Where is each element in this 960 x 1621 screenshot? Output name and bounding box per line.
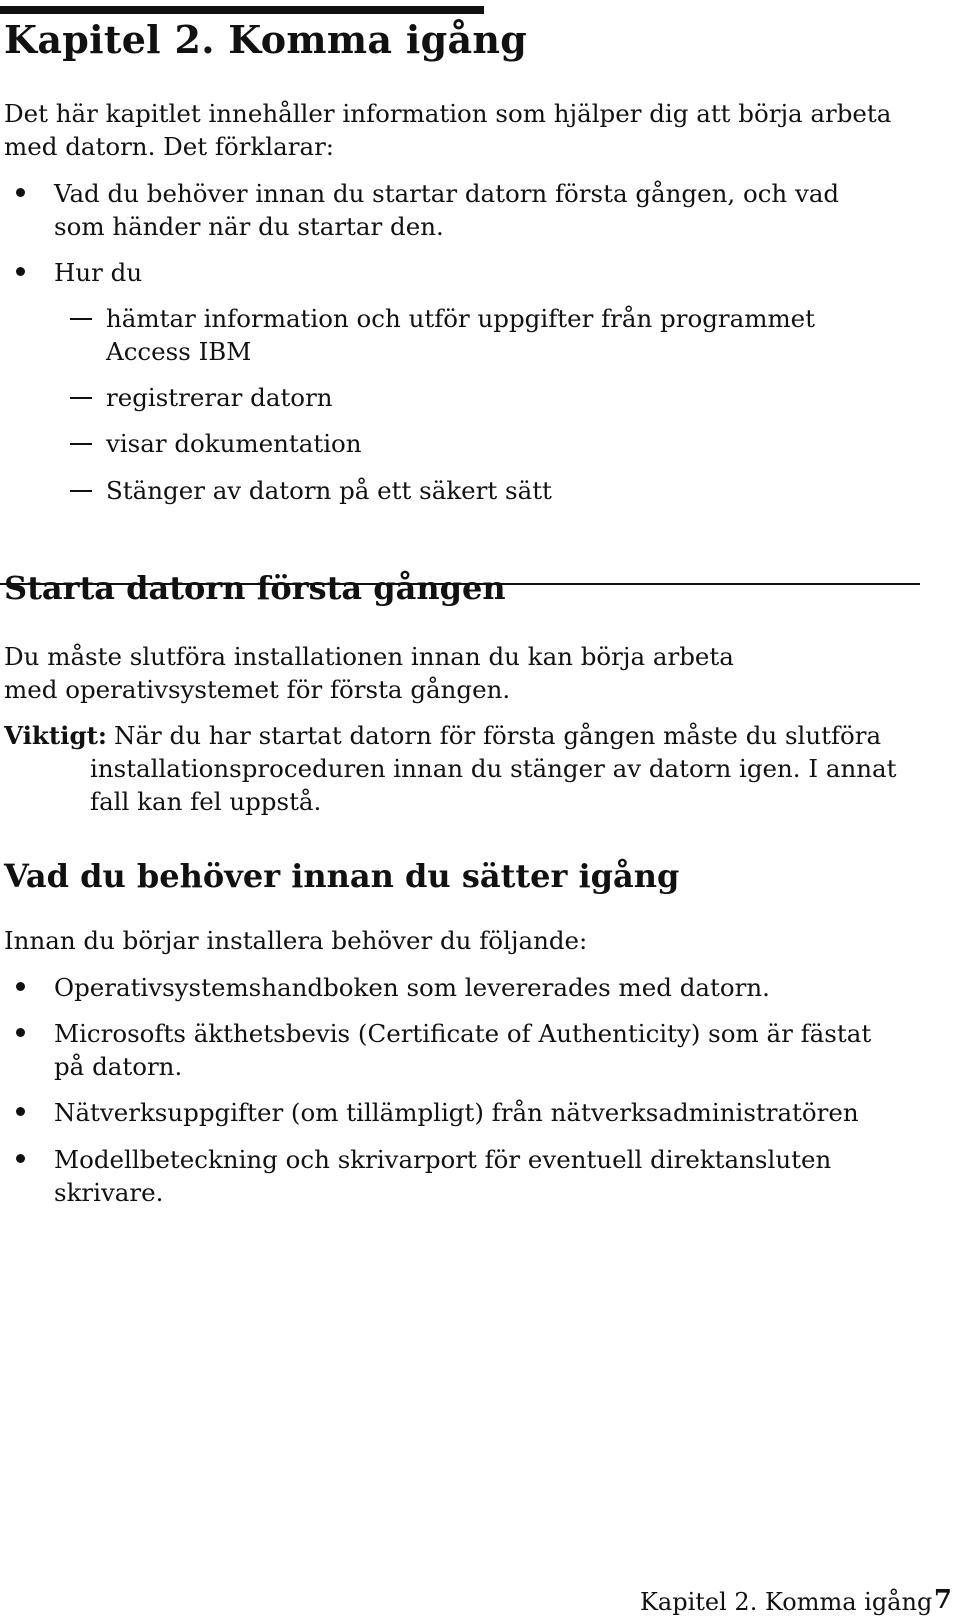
page-number: 7 [933,1585,952,1615]
important-text: När du har startat datorn för första gången måste du slutföra installationsproceduren innan du stänger av datorn igen. I annat fall kan fel uppstå. [90,721,897,816]
sub-item-1: hämtar information och utför uppgifter från programmet Access IBM [106,304,816,366]
dash-icon [70,443,92,445]
section-title-first-start: Starta datorn första gången [4,569,506,607]
section-title-prerequisites: Vad du behöver innan du sätter igång [4,857,680,895]
intro-paragraph: Det här kapitlet innehåller information som hjälper dig att börja arbeta med datorn. Det förklarar: [4,99,892,161]
chapter-title: Kapitel 2. Komma igång [4,17,528,62]
dash-icon [70,490,92,492]
requirement-item-3: Nätverksuppgifter (om tillämpligt) från nätverksadministratören [54,1098,859,1127]
requirement-item-4: Modellbeteckning och skrivarport för eventuell direktansluten skrivare. [54,1145,832,1207]
section1-paragraph: Du måste slutföra installationen innan du kan börja arbeta med operativsystemet för första gången. [4,642,734,704]
intro-bullet-2: Hur du [54,258,143,287]
chapter-top-rule [0,6,484,14]
requirement-item-2: Microsofts äkthetsbevis (Certificate of Authenticity) som är fästat på datorn. [54,1019,872,1081]
dash-icon [70,397,92,399]
sub-item-2: registrerar datorn [106,383,333,412]
page-footer [640,1585,960,1619]
sub-item-3: visar dokumentation [106,429,362,458]
footer-running-title: Kapitel 2. Komma igång [640,1588,933,1616]
important-label: Viktigt: [4,721,107,750]
bullet-icon [16,1096,28,1108]
bullet-icon [16,177,28,189]
dash-icon [70,318,92,320]
bullet-icon [16,1017,28,1029]
bullet-icon [16,1143,28,1155]
requirement-item-1: Operativsystemshandboken som levererades med datorn. [54,973,770,1002]
bullet-icon [16,971,28,983]
bullet-icon [16,256,28,268]
sub-item-4: Stänger av datorn på ett säkert sätt [106,476,552,505]
section2-paragraph: Innan du börjar installera behöver du följande: [4,926,588,955]
intro-bullet-1: Vad du behöver innan du startar datorn första gången, och vad som händer när du startar den. [54,179,840,241]
